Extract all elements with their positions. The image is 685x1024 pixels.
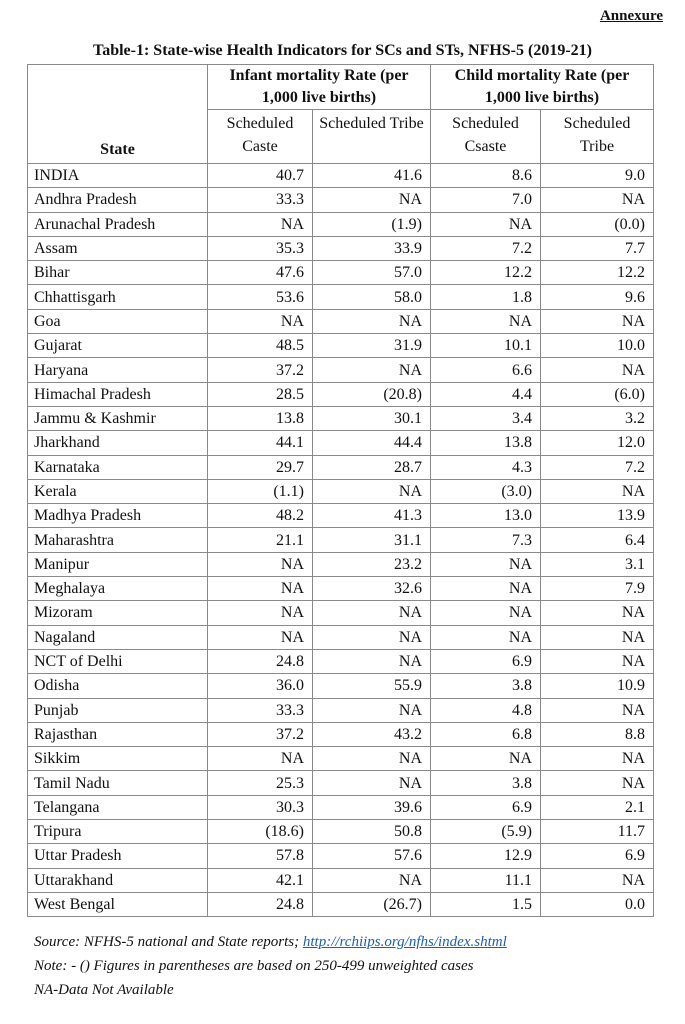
table-row [28, 382, 654, 406]
cell-cmr-st: 13.9 [541, 504, 654, 528]
cell-state: Kerala [28, 479, 208, 503]
table-row [28, 406, 654, 430]
cell-cmr-sc: (3.0) [431, 479, 541, 503]
cell-imr-sc: 30.3 [208, 795, 313, 819]
cell-cmr-sc: NA [431, 577, 541, 601]
cell-imr-st: 30.1 [313, 406, 431, 430]
cell-cmr-sc: 7.0 [431, 188, 541, 212]
cell-imr-st: NA [313, 625, 431, 649]
cell-imr-sc: 57.8 [208, 844, 313, 868]
cell-imr-st: 58.0 [313, 285, 431, 309]
table-row [28, 431, 654, 455]
cell-cmr-st: (6.0) [541, 382, 654, 406]
cell-state: Tamil Nadu [28, 771, 208, 795]
cell-cmr-st: 11.7 [541, 820, 654, 844]
cell-cmr-st: 12.0 [541, 431, 654, 455]
cell-imr-sc: NA [208, 212, 313, 236]
cell-cmr-st: 7.2 [541, 455, 654, 479]
cell-cmr-sc: 6.9 [431, 649, 541, 673]
cell-cmr-st: 0.0 [541, 892, 654, 916]
cell-cmr-st: 9.0 [541, 164, 654, 188]
cell-imr-sc: NA [208, 625, 313, 649]
header-imr-scheduled-tribe: Scheduled Tribe [313, 110, 431, 164]
table-row [28, 722, 654, 746]
cell-state: Arunachal Pradesh [28, 212, 208, 236]
cell-cmr-sc: NA [431, 212, 541, 236]
table-row [28, 747, 654, 771]
cell-state: Andhra Pradesh [28, 188, 208, 212]
cell-state: West Bengal [28, 892, 208, 916]
table-row [28, 164, 654, 188]
cell-state: Telangana [28, 795, 208, 819]
cell-cmr-sc: 1.5 [431, 892, 541, 916]
cell-imr-sc: 40.7 [208, 164, 313, 188]
table-row [28, 577, 654, 601]
cell-cmr-sc: 8.6 [431, 164, 541, 188]
table-row [28, 625, 654, 649]
table-row [28, 649, 654, 673]
cell-state: Mizoram [28, 601, 208, 625]
cell-imr-st: NA [313, 479, 431, 503]
cell-state: Tripura [28, 820, 208, 844]
cell-imr-st: NA [313, 649, 431, 673]
cell-imr-st: 55.9 [313, 674, 431, 698]
cell-cmr-st: 2.1 [541, 795, 654, 819]
cell-cmr-st: NA [541, 771, 654, 795]
source-line [34, 930, 507, 954]
cell-imr-sc: 42.1 [208, 868, 313, 892]
cell-imr-sc: NA [208, 601, 313, 625]
cell-imr-sc: (18.6) [208, 820, 313, 844]
cell-cmr-st: 10.0 [541, 334, 654, 358]
cell-cmr-sc: NA [431, 601, 541, 625]
cell-cmr-sc: 12.9 [431, 844, 541, 868]
table-row [28, 309, 654, 333]
cell-cmr-sc: NA [431, 747, 541, 771]
cell-imr-sc: NA [208, 747, 313, 771]
cell-state: Goa [28, 309, 208, 333]
cell-cmr-sc: 13.0 [431, 504, 541, 528]
cell-imr-sc: 53.6 [208, 285, 313, 309]
cell-imr-st: 41.6 [313, 164, 431, 188]
health-indicators-table [27, 64, 654, 917]
source-text: Source: NFHS-5 national and State reports; [34, 934, 303, 950]
cell-imr-st: 50.8 [313, 820, 431, 844]
header-cmr-scheduled-caste: Scheduled Csaste [431, 110, 541, 164]
table-row [28, 188, 654, 212]
cell-cmr-sc: 4.4 [431, 382, 541, 406]
cell-imr-st: NA [313, 747, 431, 771]
cell-state: Jammu & Kashmir [28, 406, 208, 430]
cell-cmr-st: NA [541, 479, 654, 503]
cell-cmr-sc: 1.8 [431, 285, 541, 309]
cell-state: Maharashtra [28, 528, 208, 552]
cell-imr-sc: 37.2 [208, 722, 313, 746]
cell-cmr-st: NA [541, 188, 654, 212]
table-row [28, 844, 654, 868]
cell-imr-st: NA [313, 358, 431, 382]
cell-imr-st: 43.2 [313, 722, 431, 746]
cell-cmr-st: 8.8 [541, 722, 654, 746]
cell-cmr-sc: 3.8 [431, 674, 541, 698]
cell-imr-sc: 36.0 [208, 674, 313, 698]
table-row [28, 261, 654, 285]
cell-state: Chhattisgarh [28, 285, 208, 309]
cell-cmr-sc: 4.8 [431, 698, 541, 722]
cell-state: Manipur [28, 552, 208, 576]
cell-state: Meghalaya [28, 577, 208, 601]
cell-imr-st: 31.9 [313, 334, 431, 358]
cell-imr-st: 23.2 [313, 552, 431, 576]
note-text: Note: - () Figures in parentheses are based on 250-499 unweighted cases [34, 958, 474, 974]
table-title: Table-1: State-wise Health Indicators for SCs and STs, NFHS-5 (2019-21) [93, 42, 592, 59]
cell-imr-st: NA [313, 771, 431, 795]
cell-imr-sc: 13.8 [208, 406, 313, 430]
cell-imr-st: NA [313, 601, 431, 625]
cell-cmr-sc: 6.6 [431, 358, 541, 382]
cell-state: Jharkhand [28, 431, 208, 455]
cell-cmr-st: NA [541, 868, 654, 892]
cell-cmr-st: 7.9 [541, 577, 654, 601]
cell-imr-sc: 47.6 [208, 261, 313, 285]
cell-state: Odisha [28, 674, 208, 698]
cell-imr-sc: NA [208, 552, 313, 576]
table-row [28, 334, 654, 358]
cell-cmr-st: 3.2 [541, 406, 654, 430]
cell-cmr-sc: NA [431, 625, 541, 649]
cell-state: Haryana [28, 358, 208, 382]
table-row [28, 820, 654, 844]
cell-cmr-st: NA [541, 601, 654, 625]
cell-cmr-st: 6.4 [541, 528, 654, 552]
cell-cmr-st: 6.9 [541, 844, 654, 868]
cell-imr-sc: 25.3 [208, 771, 313, 795]
cell-state: Punjab [28, 698, 208, 722]
cell-cmr-sc: 3.8 [431, 771, 541, 795]
cell-imr-st: (20.8) [313, 382, 431, 406]
source-link[interactable]: http://rchiips.org/nfhs/index.shtml [302, 934, 507, 950]
cell-state: Himachal Pradesh [28, 382, 208, 406]
cell-imr-st: (26.7) [313, 892, 431, 916]
cell-imr-sc: NA [208, 309, 313, 333]
cell-state: Madhya Pradesh [28, 504, 208, 528]
cell-state: Bihar [28, 261, 208, 285]
cell-cmr-st: 9.6 [541, 285, 654, 309]
cell-imr-sc: 33.3 [208, 188, 313, 212]
cell-cmr-sc: 11.1 [431, 868, 541, 892]
cell-imr-sc: 28.5 [208, 382, 313, 406]
table-row [28, 504, 654, 528]
cell-imr-sc: 21.1 [208, 528, 313, 552]
table-row [28, 528, 654, 552]
cell-imr-st: 39.6 [313, 795, 431, 819]
cell-cmr-st: NA [541, 698, 654, 722]
cell-imr-sc: 24.8 [208, 649, 313, 673]
cell-cmr-sc: 7.3 [431, 528, 541, 552]
cell-cmr-st: NA [541, 625, 654, 649]
cell-state: Assam [28, 236, 208, 260]
cell-imr-st: 57.6 [313, 844, 431, 868]
cell-imr-st: (1.9) [313, 212, 431, 236]
cell-cmr-sc: 4.3 [431, 455, 541, 479]
cell-state: NCT of Delhi [28, 649, 208, 673]
table-row [28, 771, 654, 795]
cell-cmr-st: NA [541, 358, 654, 382]
cell-imr-st: 41.3 [313, 504, 431, 528]
cell-imr-sc: (1.1) [208, 479, 313, 503]
header-child-mortality: Child mortality Rate (per 1,000 live births) [431, 65, 654, 110]
cell-imr-st: NA [313, 698, 431, 722]
cell-imr-st: 57.0 [313, 261, 431, 285]
header-infant-mortality: Infant mortality Rate (per 1,000 live births) [208, 65, 431, 110]
header-cmr-scheduled-tribe: Scheduled Tribe [541, 110, 654, 164]
cell-imr-sc: 29.7 [208, 455, 313, 479]
table-row [28, 601, 654, 625]
cell-cmr-sc: 13.8 [431, 431, 541, 455]
cell-state: Karnataka [28, 455, 208, 479]
cell-imr-st: 32.6 [313, 577, 431, 601]
cell-cmr-sc: 3.4 [431, 406, 541, 430]
cell-cmr-sc: NA [431, 552, 541, 576]
cell-cmr-st: (0.0) [541, 212, 654, 236]
table-row [28, 455, 654, 479]
cell-imr-st: NA [313, 188, 431, 212]
table-row [28, 552, 654, 576]
cell-state: Gujarat [28, 334, 208, 358]
cell-state: Rajasthan [28, 722, 208, 746]
cell-imr-sc: 44.1 [208, 431, 313, 455]
cell-cmr-sc: 12.2 [431, 261, 541, 285]
cell-cmr-sc: 10.1 [431, 334, 541, 358]
cell-cmr-st: 10.9 [541, 674, 654, 698]
table-row [28, 212, 654, 236]
cell-state: Sikkim [28, 747, 208, 771]
cell-imr-st: 28.7 [313, 455, 431, 479]
cell-cmr-sc: 7.2 [431, 236, 541, 260]
header-imr-scheduled-caste: Scheduled Caste [208, 110, 313, 164]
table-row [28, 892, 654, 916]
table-row [28, 285, 654, 309]
table-row [28, 795, 654, 819]
cell-cmr-sc: (5.9) [431, 820, 541, 844]
cell-imr-st: NA [313, 309, 431, 333]
cell-imr-st: 33.9 [313, 236, 431, 260]
cell-imr-sc: 24.8 [208, 892, 313, 916]
cell-cmr-st: 3.1 [541, 552, 654, 576]
table-row [28, 358, 654, 382]
table-row [28, 674, 654, 698]
cell-imr-st: 44.4 [313, 431, 431, 455]
cell-cmr-st: NA [541, 747, 654, 771]
annexure-label: Annexure [599, 8, 663, 24]
cell-cmr-st: NA [541, 309, 654, 333]
cell-cmr-st: 12.2 [541, 261, 654, 285]
header-state: State [28, 65, 208, 164]
cell-imr-sc: NA [208, 577, 313, 601]
cell-cmr-sc: 6.9 [431, 795, 541, 819]
cell-state: Uttar Pradesh [28, 844, 208, 868]
cell-cmr-sc: NA [431, 309, 541, 333]
cell-imr-sc: 37.2 [208, 358, 313, 382]
cell-imr-sc: 33.3 [208, 698, 313, 722]
cell-cmr-sc: 6.8 [431, 722, 541, 746]
cell-imr-st: 31.1 [313, 528, 431, 552]
table-row [28, 698, 654, 722]
na-text: NA-Data Not Available [34, 982, 174, 998]
cell-state: INDIA [28, 164, 208, 188]
table-body [28, 164, 654, 917]
cell-imr-sc: 48.2 [208, 504, 313, 528]
cell-state: Uttarakhand [28, 868, 208, 892]
cell-imr-sc: 35.3 [208, 236, 313, 260]
table-row [28, 236, 654, 260]
cell-state: Nagaland [28, 625, 208, 649]
cell-cmr-st: 7.7 [541, 236, 654, 260]
cell-imr-sc: 48.5 [208, 334, 313, 358]
cell-imr-st: NA [313, 868, 431, 892]
table-row [28, 868, 654, 892]
footer-notes [34, 930, 507, 1002]
cell-cmr-st: NA [541, 649, 654, 673]
table-row [28, 479, 654, 503]
